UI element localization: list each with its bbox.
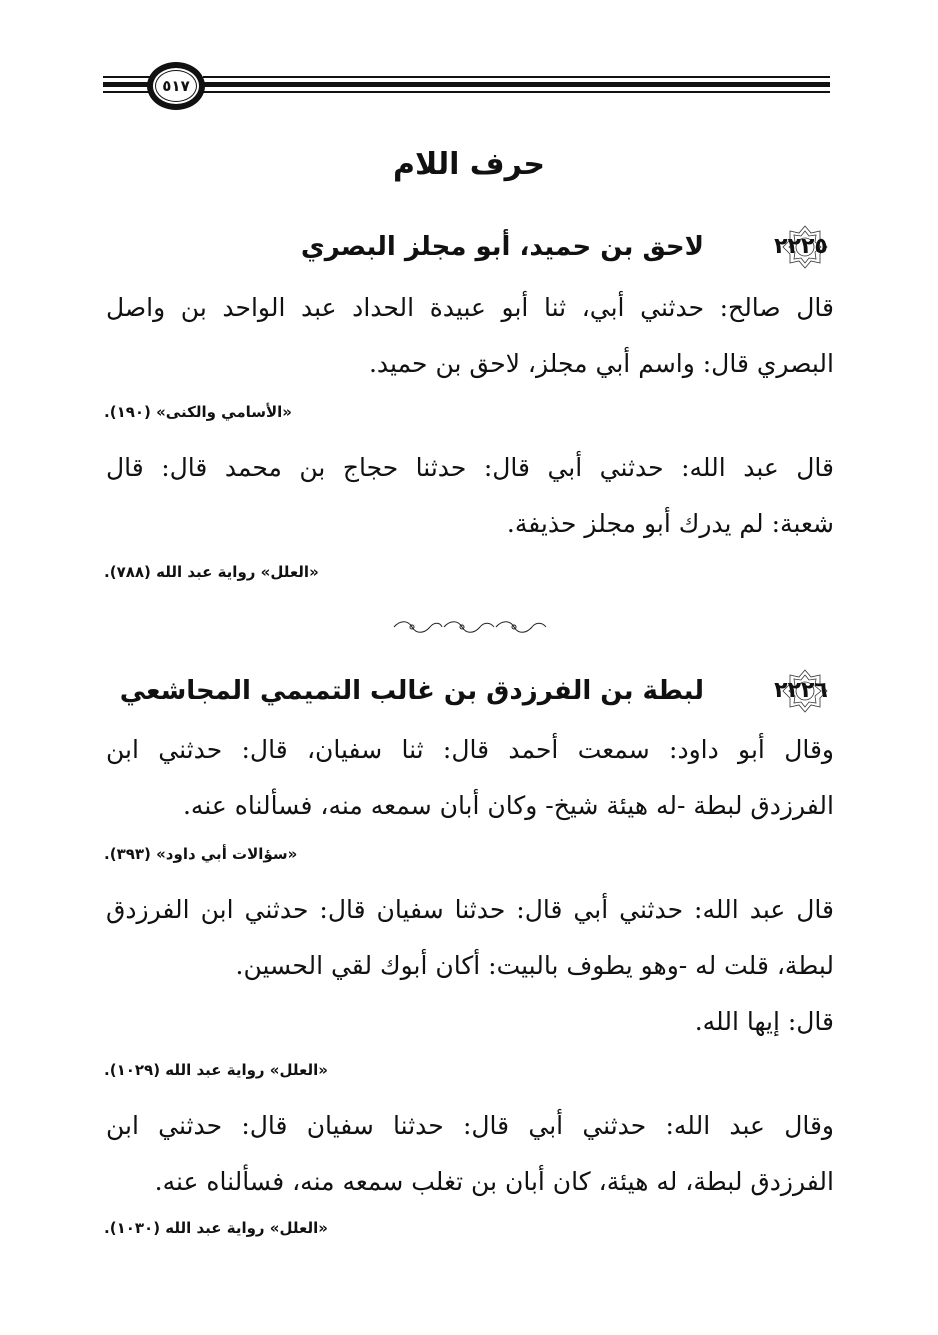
entry-heading bbox=[108, 666, 838, 716]
page-number: ٥١٧ bbox=[162, 77, 190, 95]
entry-heading bbox=[108, 222, 838, 272]
page-number-badge bbox=[147, 62, 205, 110]
ornament-separator-icon bbox=[390, 618, 550, 636]
narration-paragraph bbox=[106, 1098, 834, 1210]
narration-line: قال: إيها الله. bbox=[694, 1007, 834, 1036]
source-reference: «سؤالات أبي داود» (٣٩٣). bbox=[104, 845, 298, 863]
header-rule-line bbox=[203, 76, 830, 78]
entry-number-badge bbox=[764, 667, 838, 715]
narration-line: قال صالح: حدثني أبي، ثنا أبو عبيدة الحداد عبد الواحد بن واصل bbox=[106, 293, 834, 322]
narration-paragraph bbox=[106, 882, 834, 1050]
narration-line: وقال عبد الله: حدثني أبي قال: حدثنا سفيان قال: حدثني ابن bbox=[106, 1111, 834, 1140]
source-reference: «العلل» رواية عبد الله (١٠٣٠). bbox=[104, 1219, 328, 1237]
narration-line: الفرزدق لبطة -له هيئة شيخ- وكان أبان سمعه منه، فسألناه عنه. bbox=[182, 791, 834, 820]
entry-number-badge bbox=[764, 223, 838, 271]
chapter-title: حرف اللام bbox=[393, 147, 545, 182]
entry-name: لبطة بن الفرزدق بن غالب التميمي المجاشعي bbox=[119, 676, 704, 706]
narration-paragraph bbox=[106, 280, 834, 392]
narration-line: وقال أبو داود: سمعت أحمد قال: ثنا سفيان، قال: حدثني ابن bbox=[106, 735, 834, 764]
narration-line: البصري قال: واسم أبي مجلز، لاحق بن حميد. bbox=[368, 349, 834, 378]
entry-number: ٢٢٢٦ bbox=[774, 678, 828, 703]
header-rule-line bbox=[203, 82, 830, 87]
header-rule-line bbox=[203, 91, 830, 93]
page-header bbox=[103, 62, 830, 110]
source-reference: «العلل» رواية عبد الله (٧٨٨). bbox=[104, 563, 319, 581]
narration-line: قال عبد الله: حدثني أبي قال: حدثنا سفيان قال: حدثني ابن الفرزدق bbox=[106, 895, 834, 924]
narration-paragraph bbox=[106, 722, 834, 834]
entry-number: ٢٢٢٥ bbox=[774, 234, 828, 259]
narration-line: لبطة، قلت له -وهو يطوف بالبيت: أكان أبوك لقي الحسين. bbox=[235, 951, 834, 980]
narration-line: شعبة: لم يدرك أبو مجلز حذيفة. bbox=[506, 509, 834, 538]
source-reference: «العلل» رواية عبد الله (١٠٢٩). bbox=[104, 1061, 328, 1079]
narration-paragraph bbox=[106, 440, 834, 552]
entry-name: لاحق بن حميد، أبو مجلز البصري bbox=[300, 232, 704, 262]
source-reference: «الأسامي والكنى» (١٩٠). bbox=[104, 403, 292, 421]
narration-line: قال عبد الله: حدثني أبي قال: حدثنا حجاج بن محمد قال: قال bbox=[106, 453, 834, 482]
narration-line: الفرزدق لبطة، له هيئة، كان أبان بن تغلب سمعه منه، فسألناه عنه. bbox=[154, 1167, 834, 1196]
